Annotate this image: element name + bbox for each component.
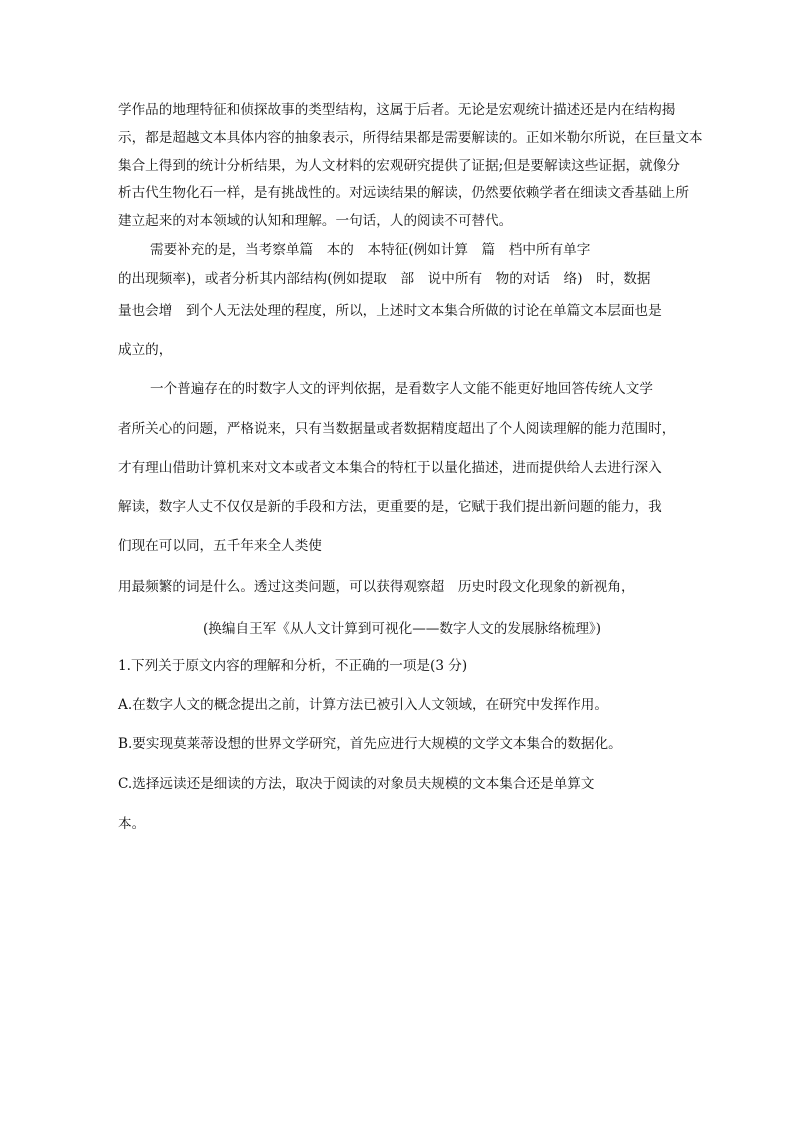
paragraph-2-line-2: 的出现频率)，或者分析其内部结构(例如提取 部 说中所有 物的对话 络) 时，数据 [118,271,651,287]
paragraph-3-line-1: 一个普遍存在的时数字人文的评判依据，是看数字人文能不能更好地回答传统人文学 [150,381,653,397]
source-citation: (换编自王军《从人文计算到可视化——数字人文的发展脉络梳理》) [203,621,602,637]
paragraph-3-line-6: 用最频繁的词是什么。透过这类问题，可以获得观察超 历史时段文化现象的新视角， [118,579,635,595]
paragraph-3-line-4: 解读，数字人丈不仅仅是新的手段和方法，更重要的是，它赋于我们提出新问题的能力，我 [118,499,662,515]
paragraph-1-line-5: 建立起来的对本领域的认知和理解。一句话，人的阅读不可替代。 [118,213,513,229]
paragraph-1-line-1: 学作品的地理特征和侦探故事的类型结构，这属于后者。无论是宏观统计描述还是内在结构揭 [118,102,676,118]
paragraph-3-line-2: 者所关心的问题，严格说来，只有当数据量或者数据精度超出了个人阅读理解的能力范围时， [118,421,676,437]
paragraph-2-line-1: 需要补充的是，当考察单篇 本的 本特征(例如计算 篇 档中所有单字 [150,242,591,258]
option-c-continued: 本。 [118,816,146,832]
option-b: B.要实现莫莱蒂设想的世界文学研究，首先应进行大规模的文学文本集合的数据化。 [118,736,622,752]
question-stem: 1.下列关于原文内容的理解和分析，不正确的一项是(3 分) [118,658,468,674]
paragraph-3-line-5: 们现在可以同，五千年来全人类使 [118,538,322,554]
paragraph-3-line-3: 才有理山借助计算机来对文本或者文本集合的特杠于以量化描述，进而提供给人去进行深入 [118,460,662,476]
paragraph-2-line-3: 量也会增 到个人无法处理的程度，所以，上述时文本集合所做的讨论在单篇文本层面也是 [118,303,662,319]
paragraph-1-line-3: 集合上得到的统计分析结果，为人文材料的宏观研究提供了证据;但是要解读这些证据，就像分 [118,158,680,174]
option-c: C.选择远读还是细读的方法，取决于阅读的对象员夫规模的文本集合还是单算文 [118,776,595,792]
option-a: A.在数字人文的概念提出之前，计算方法已被引入人文领域，在研究中发挥作用。 [118,697,608,713]
paragraph-2-line-4: 成立的， [118,342,173,358]
paragraph-1-line-2: 示，都是超越文本具体内容的抽象表示，所得结果都是需要解读的。正如米勒尔所说，在巨量文本 [118,130,703,146]
paragraph-1-line-4: 析古代生物化石一样，是有挑战性的。对远读结果的解读，仍然要依赖学者在细读文香基础上所 [118,185,689,201]
